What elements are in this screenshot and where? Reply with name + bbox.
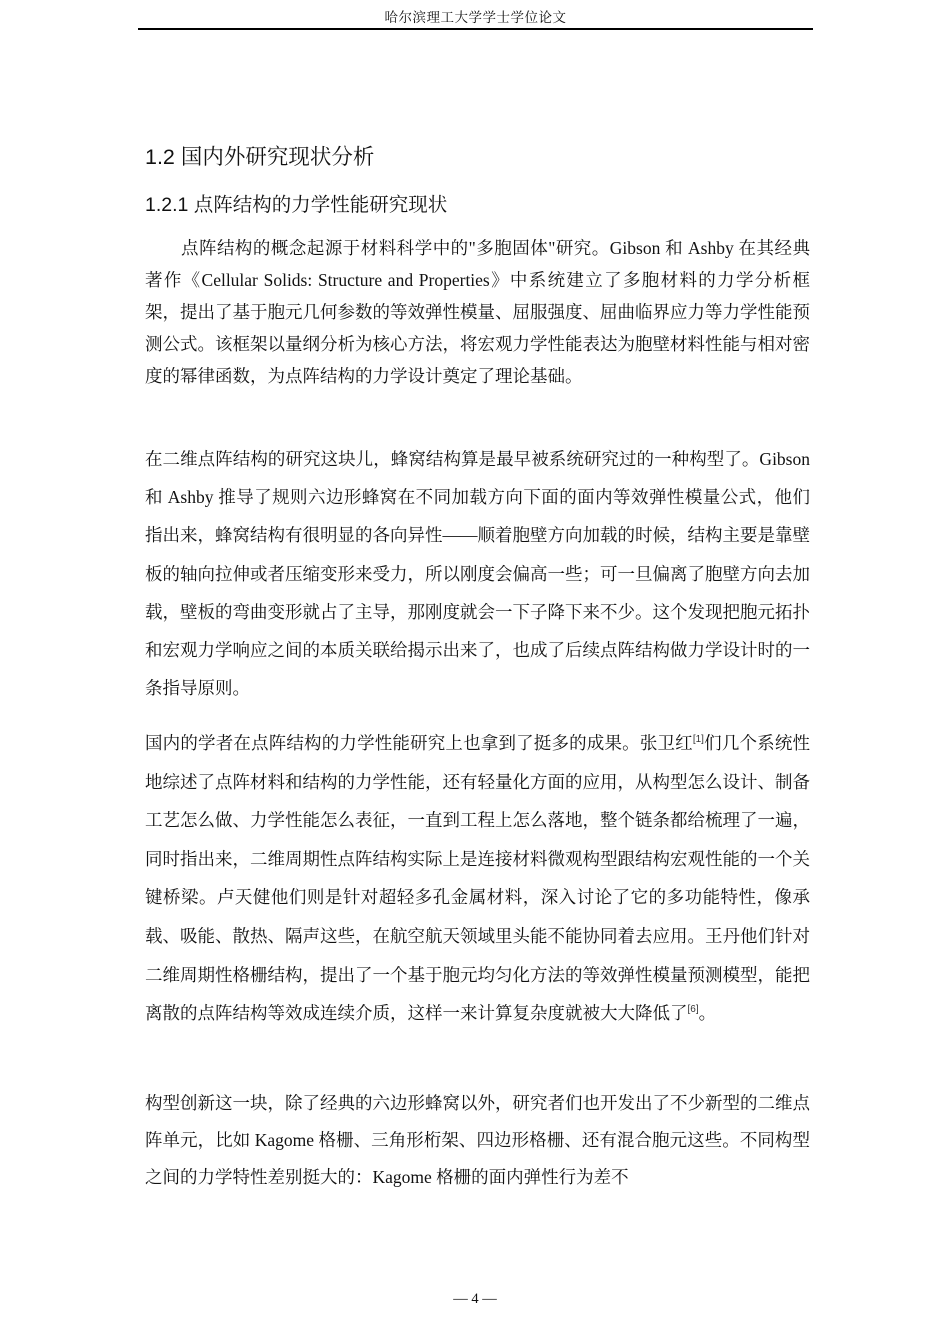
citation-6: [6] [687, 1004, 699, 1016]
paragraph-3 [145, 724, 810, 1033]
paragraph-2: 在二维点阵结构的研究这块儿，蜂窝结构算是最早被系统研究过的一种构型了。Gibson 和 Ashby 推导了规则六边形蜂窝在不同加载方向下面的面内等效弹性模量公式，他们指出来，蜂窝结构有很明显的各向异性——顺着胞壁方向加载的时候，结构主要是靠壁板的轴向拉伸或者压缩变形来受力，所以刚度会偏高一些；可一旦偏离了胞壁方向去加载，壁板的弯曲变形就占了主导，那刚度就会一下子降下来不少。这个发现把胞元拓扑和宏观力学响应之间的本质关联给揭示出来了，也成了后续点阵结构做力学设计时的一条指导原则。 [145, 449, 810, 699]
section-heading: 1.2 国内外研究现状分析 [145, 145, 375, 169]
paragraph-4: 构型创新这一块，除了经典的六边形蜂窝以外，研究者们也开发出了不少新型的二维点阵单元，比如 Kagome 格栅、三角形桁架、四边形格栅、还有混合胞元这些。不同构型之间的力学特性差别挺大的：Kagome 格栅的面内弹性行为差不 [145, 1093, 810, 1187]
paragraph-3-text-a: 国内的学者在点阵结构的力学性能研究上也拿到了挺多的成果。张卫红 [145, 733, 693, 753]
paragraph-3-text-c: 。 [698, 1003, 717, 1024]
paragraph-1: 点阵结构的概念起源于材料科学中的"多胞固体"研究。Gibson 和 Ashby 在其经典著作《Cellular Solids: Structure and Properties》中系统建立了多胞材料的力学分析框架，提出了基于胞元几何参数的等效弹性模量、屈服强度、屈曲临界应力等力学性能预测公式。该框架以量纲分析为核心方法，将宏观力学性能表达为胞壁材料性能与相对密度的幂律函数，为点阵结构的力学设计奠定了理论基础。 [145, 238, 810, 386]
subsection-heading: 1.2.1 点阵结构的力学性能研究现状 [145, 194, 448, 216]
header-title: 哈尔滨理工大学学士学位论文 [384, 10, 567, 25]
citation-1: [1] [692, 734, 704, 745]
page-number: — 4 — [453, 1291, 497, 1307]
running-header [138, 0, 813, 30]
paragraph-3-text-b: 们几个系统性地综述了点阵材料和结构的力学性能，还有轻量化方面的应用，从构型怎么设计、制备工艺怎么做、力学性能怎么表征，一直到工程上怎么落地，整个链条都给梳理了一遍，同时指出来，二维周期性点阵结构实际上是连接材料微观构型跟结构宏观性能的一个关键桥梁。卢天健他们则是针对超轻多孔金属材料，深入讨论了它的多功能特性，像承载、吸能、散热、隔声这些，在航空航天领域里头能不能协同着去应用。王丹他们针对二维周期性格栅结构，提出了一个基于胞元均匀化方法的等效弹性模量预测模型，能把离散的点阵结构等效成连续介质，这样一来计算复杂度就被大大降低了 [145, 733, 811, 1024]
